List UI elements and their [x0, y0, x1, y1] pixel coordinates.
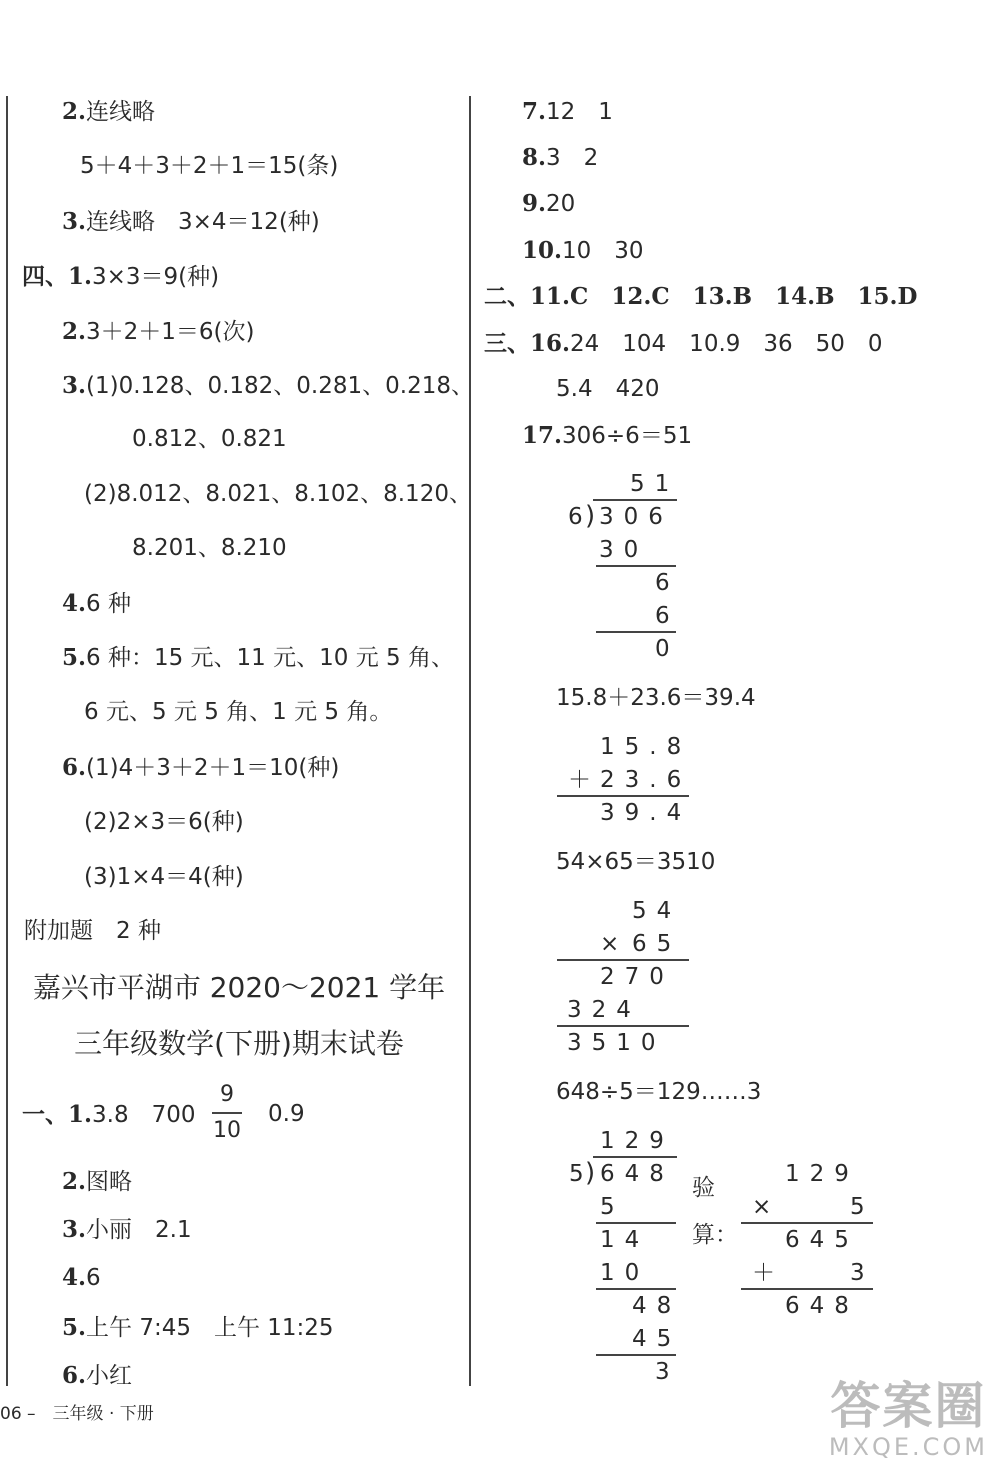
- times-sign: ×: [600, 931, 620, 957]
- division-bracket: ): [585, 501, 596, 531]
- answer-line: (2)8.012、8.021、8.102、8.120、: [84, 481, 472, 507]
- plus-sign: ＋: [752, 1260, 775, 1286]
- division-step-line: [596, 1288, 676, 1290]
- division-step: 48: [632, 1293, 682, 1319]
- multiplier: 65: [632, 931, 682, 957]
- partial-product: 324: [567, 997, 641, 1023]
- division-bracket-top: [593, 499, 677, 501]
- addend: 23.6: [600, 767, 692, 793]
- answer-line: 2.连线略: [62, 98, 156, 125]
- division-step-line: [596, 631, 676, 633]
- answer-line: 6.小红: [62, 1362, 133, 1389]
- answer-line: (3)1×4＝4(种): [84, 864, 244, 890]
- product-line: [557, 1025, 689, 1027]
- product-line: [557, 959, 689, 961]
- division-step-line: [596, 1354, 676, 1356]
- addend: 15.8: [600, 734, 692, 760]
- fraction-bar: [212, 1112, 242, 1114]
- answer-line: 5.6 种：15 元、11 元、10 元 5 角、: [62, 644, 454, 671]
- answer-line: 一、1.3.8 700: [22, 1101, 196, 1128]
- check-label: 验: [692, 1175, 715, 1201]
- division-dividend: 306: [599, 504, 673, 530]
- answer-line: 4.6 种: [62, 590, 131, 617]
- division-bracket: ): [585, 1158, 596, 1188]
- equation: 648÷5＝129……3: [556, 1079, 762, 1105]
- division-step-line: [596, 1222, 676, 1224]
- partial-product: 270: [600, 964, 674, 990]
- watermark-text: 答案圈: [830, 1376, 987, 1435]
- page-footer: 06 – 三年级 · 下册: [0, 1404, 154, 1424]
- exam-subtitle: 三年级数学(下册)期末试卷: [74, 1027, 404, 1060]
- left-margin-rule: [6, 96, 8, 1386]
- answer-line: 8.3 2: [522, 144, 599, 171]
- division-divisor: 5: [569, 1161, 584, 1187]
- answer-line: 6.(1)4＋3＋2＋1＝10(种): [62, 754, 340, 781]
- column-divider: [469, 96, 471, 1386]
- answer-line: 5.4 420: [556, 376, 660, 402]
- answer-line: 2.3＋2＋1＝6(次): [62, 318, 255, 345]
- check-line: [741, 1288, 873, 1290]
- answer-line: 17.306÷6＝51: [522, 422, 693, 449]
- fraction: [212, 1084, 242, 1142]
- multiplicand: 54: [632, 898, 682, 924]
- division-quotient: 51: [630, 471, 680, 497]
- division-step-line: [596, 565, 676, 567]
- division-step: 10: [600, 1260, 650, 1286]
- division-remainder: 3: [655, 1359, 680, 1385]
- check-result: 648: [785, 1293, 859, 1319]
- exam-title: 嘉兴市平湖市 2020～2021 学年: [32, 971, 446, 1004]
- answer-line: 三、16.24 104 10.9 36 50 0: [484, 330, 883, 357]
- division-step: 5: [600, 1194, 625, 1220]
- division-quotient: 129: [600, 1128, 674, 1154]
- check-multiplicand: 129: [785, 1161, 859, 1187]
- division-dividend: 648: [600, 1161, 674, 1187]
- answer-line: 8.201、8.210: [132, 535, 287, 561]
- answer-line: 2.图略: [62, 1168, 133, 1195]
- check-line: [741, 1222, 873, 1224]
- equation: 15.8＋23.6＝39.4: [556, 685, 756, 711]
- product: 3510: [567, 1030, 666, 1056]
- sum-line: [557, 795, 689, 797]
- watermark-logo: [828, 1376, 988, 1461]
- times-sign: ×: [752, 1194, 772, 1220]
- answer-line: 5.上午 7:45 上午 11:25: [62, 1314, 334, 1341]
- division-bracket-top: [593, 1156, 677, 1158]
- fraction-numerator: 9: [220, 1082, 234, 1107]
- answer-line: 3.连线略 3×4＝12(种): [62, 208, 320, 235]
- check-label: 算：: [692, 1222, 738, 1248]
- division-step: 14: [600, 1227, 650, 1253]
- answer-line: 0.812、0.821: [132, 426, 287, 452]
- answer-line: 7.12 1: [522, 98, 613, 125]
- answer-line: 3.小丽 2.1: [62, 1216, 192, 1243]
- answer-line: 附加题 2 种: [24, 918, 161, 944]
- division-remainder: 0: [655, 636, 680, 662]
- equation: 54×65＝3510: [556, 849, 716, 875]
- answer-line: 二、11.C 12.C 13.B 14.B 15.D: [484, 283, 918, 310]
- check-product: 645: [785, 1227, 859, 1253]
- answer-line: (2)2×3＝6(种): [84, 809, 244, 835]
- division-step: 6: [655, 570, 680, 596]
- watermark-url: MXQE.COM: [828, 1433, 988, 1461]
- sum: 39.4: [600, 800, 692, 826]
- division-step: 30: [599, 537, 649, 563]
- answer-line: 3.(1)0.128、0.182、0.281、0.218、: [62, 372, 474, 399]
- answer-line: 四、1.3×3＝9(种): [22, 263, 220, 290]
- answer-line: 4.6: [62, 1264, 101, 1291]
- answer-line: 10.10 30: [522, 237, 644, 264]
- check-multiplier: 5: [850, 1194, 875, 1220]
- plus-sign: ＋: [568, 767, 591, 793]
- division-step: 6: [655, 603, 680, 629]
- answer-line: 5＋4＋3＋2＋1＝15(条): [80, 153, 339, 179]
- fraction-denominator: 10: [213, 1118, 241, 1143]
- answer-line: 9.20: [522, 190, 576, 217]
- division-step: 45: [632, 1326, 682, 1352]
- division-divisor: 6: [568, 504, 583, 530]
- answer-line: 6 元、5 元 5 角、1 元 5 角。: [84, 699, 393, 725]
- answer-value: 0.9: [268, 1101, 305, 1127]
- check-remainder: 3: [850, 1260, 875, 1286]
